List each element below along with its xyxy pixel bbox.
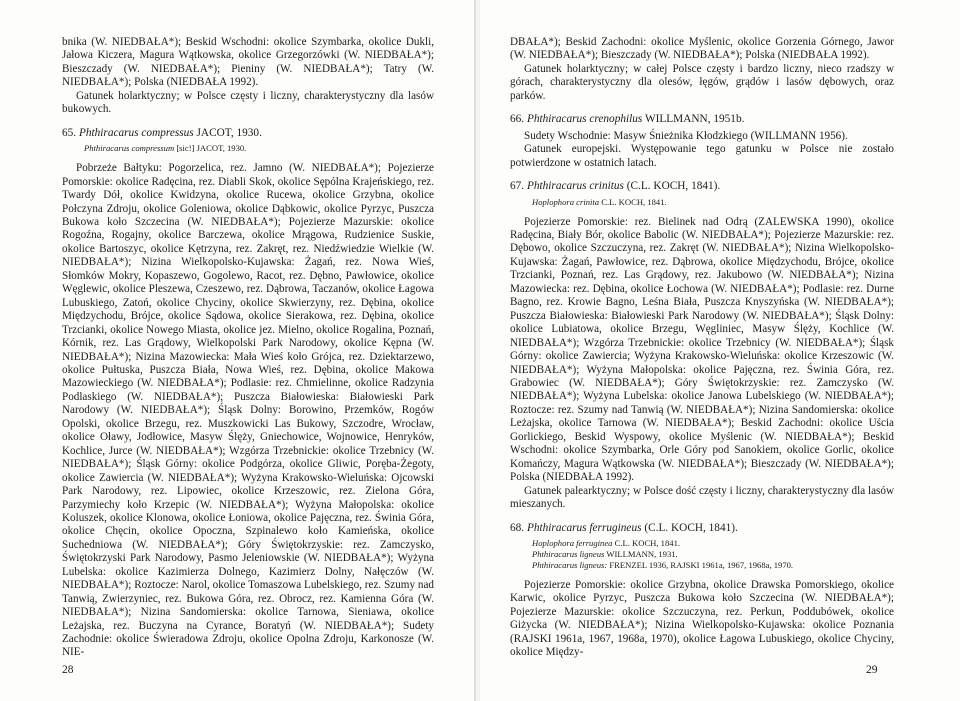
- species-heading-66: [510, 113, 894, 126]
- species-author: JACOT, 1930.: [196, 126, 262, 139]
- species-heading-67: [510, 180, 894, 193]
- paragraph: bnika (W. NIEDBAŁA*); Beskid Wschodni: okolice Szymbarka, okolice Dukli, Jałowa Kiczera, Magura Wątkowska, okolice Grzegorzówki (W. NIEDBAŁA*); Bieszczady (W. NIEDBAŁA*); Pieniny (W. NIEDBAŁA*); Tatry (W. NIEDBAŁA*); Polska (NIEDBAŁA 1992).: [62, 36, 434, 89]
- species-number: 67.: [510, 180, 525, 193]
- paragraph: Gatunek europejski. Występowanie tego gatunku w Polsce nie zostało potwierdzone w ostatnich latach.: [510, 143, 894, 169]
- species-author: (C.L. KOCH, 1841).: [644, 521, 738, 534]
- paragraph: Gatunek holarktyczny; w całej Polsce częsty i bardzo liczny, nieco rzadszy w górach, charakterystyczny dla olesów, łęgów, grądów i lasów dębowych, oraz parków.: [510, 62, 894, 102]
- species-name: Phthiracarus crinitus: [526, 180, 624, 193]
- synonym-name: Hoplophora crinita: [532, 196, 600, 207]
- synonym-line: [62, 143, 434, 154]
- distribution-paragraph: Pojezierze Pomorskie: rez. Bielinek nad Odrą (ZALEWSKA 1990), okolice Radęcina, Biały Bór, okolice Babolic (W. NIEDBAŁA*); Pojezierze Mazurskie: rez. Dębowo, okolice Szczuczyna, rez. Zakręt (W. NIEDBAŁA*); Nizina Wielkopolsko-Kujawska: Żagań, Pawłowice, rez. Dąbrowa, okolice Międzychodu, Brójce, okolice Trzcianki, Poznań, rez. Las Grądowy, rez. Jakubowo (W. NIEDBAŁA*); Nizina Mazowiecka: rez. Dębina, okolice Łochowa (W. NIEDBAŁA*); Podlasie: rez. Durne Bagno, rez. Krowie Bagno, Leśna Biała, Puszcza Knyszyńska (W. NIEDBAŁA*); Puszcza Białowieska: Białowieski Park Narodowy (W. NIEDBAŁA*); Śląsk Dolny: okolice Lubiatowa, okolice Brzegu, Węgliniec, Masyw Ślęży, Kochlice (W. NIEDBAŁA*); Wzgórza Trzebnickie: okolice Trzebnicy (W. NIEDBAŁA*); Śląsk Górny: okolice Zawiercia; Wyżyna Krakowsko-Wieluńska: okolice Krzeszowic (W. NIEDBAŁA*); Wyżyna Małopolska: okolice Pajęczna, rez. Świnia Góra, rez. Grabowiec (W. NIEDBAŁA*); Góry Świętokrzyskie: rez. Zamczysko (W. NIEDBAŁA*); Wyżyna Lubelska: okolice Janowa Lubelskiego (W. NIEDBAŁA*); Roztocze: rez. Szumy nad Tanwią (W. NIEDBAŁA*); Nizina Sandomierska: okolice Leżajska, okolice Tarnowa (W. NIEDBAŁA*); Beskid Zachodni: okolice Uścia Gorlickiego, Beskid Wyspowy, okolice Myślenic (W. NIEDBAŁA*); Beskid Wschodni: okolice Szymbarka, Orle Góry pod Sanokiem, okolice Gorlic, okolice Komańczy, Magura Wątkowska (W. NIEDBAŁA*); Bieszczady (W. NIEDBAŁA*); Polska (NIEDBAŁA 1992).: [510, 215, 894, 484]
- paragraph: Gatunek holarktyczny; w Polsce częsty i liczny, charakterystyczny dla lasów bukowych.: [62, 89, 434, 116]
- species-number: 66.: [510, 113, 525, 126]
- synonym-line: [532, 549, 894, 560]
- left-page: [0, 0, 476, 701]
- distribution-paragraph: Pojezierze Pomorskie: okolice Grzybna, okolice Drawska Pomorskiego, okolice Karwic, okolice Pyrzyc, Puszcza Bukowa koło Szczecina (W. NIEDBAŁA*); Pojezierze Mazurskie: okolice Szczuczyna, rez. Perkun, Poddubówek, okolice Giżycka (W. NIEDBAŁA*); Nizina Wielkopolsko-Kujawska: okolice Poznania (RAJSKI 1961a, 1967, 1968a, 1970), okolice Łagowa Lubuskiego, okolice Chyciny, okolice Między-: [510, 578, 894, 659]
- species-author: (C.L. KOCH, 1841).: [626, 180, 721, 193]
- species-name: Phthiracarus ferrugineus: [526, 521, 642, 534]
- synonym-author: C.L. KOCH, 1841.: [614, 537, 681, 548]
- species-number: 65.: [62, 126, 77, 139]
- species-author: WILLMANN, 1951b.: [644, 113, 745, 126]
- paragraph: DBAŁA*); Beskid Zachodni: okolice Myślenic, okolice Gorzenia Górnego, Jawor (W. NIEDBAŁA*); Bieszczady (W. NIEDBAŁA*); Polska (NIEDBAŁA 1992).: [510, 36, 894, 62]
- page-number: 28: [62, 664, 74, 676]
- species-name: Phthiracarus crenophilus: [526, 113, 643, 126]
- synonym-author: WILLMANN, 1931.: [606, 548, 678, 559]
- species-name: Phthiracarus compressus: [78, 126, 194, 139]
- distribution-paragraph: Pobrzeże Bałtyku: Pogorzelica, rez. Jamno (W. NIEDBAŁA*); Pojezierze Pomorskie: okolice Radęcina, rez. Diabli Skok, okolice Sępólna Krajeńskiego, rez. Twardy Dół, okolice Kwidzyna, okolice Rucewa, okolice Grzybna, okolice Połczyna Zdroju, okolice Goleniowa, okolice Dąbkowic, okolice Pyrzyc, Puszcza Bukowa koło Szczecina (W. NIEDBAŁA*); Pojezierze Mazurskie: okolice Rogoźna, Rogajny, okolice Barczewa, okolice Mrągowa, Rudzienice Suskie, okolice Bartoszyc, okolice Kętrzyna, rez. Zakręt, rez. Niedźwiedzie Wielkie (W. NIEDBAŁA*); Nizina Wielkopolsko-Kujawska: Żagań, rez. Nowa Wieś, Słomków Mokry, Kopaszewo, Gogolewo, Racot, rez. Dębno, Pawłowice, okolice Węglewic, okolice Pleszewa, Czeszewo, rez. Dąbrowa, Taczanów, okolice Łagowa Lubuskiego, Zatoń, okolice Chyciny, okolice Skwierzyny, rez. Dębina, okolice Międzychodu, Brójce, okolice Sądowa, okolice Sierakowa, rez. Dębina, okolice Trzcianki, okolice Nowego Miasta, okolice jez. Mielno, okolice Rogalina, Poznań, Kórnik, rez. Las Grądowy, Wielkopolski Park Narodowy, okolice Kępna (W. NIEDBAŁA*); Nizina Mazowiecka: Mała Wieś koło Grójca, rez. Dziektarzewo, okolice Pułtuska, Puszcza Biała, Nowa Wieś, rez. Dębina, okolice Makowa Mazowieckiego (W. NIEDBAŁA*); Podlasie: rez. Chmielinne, okolice Radzynia Podlaskiego (W. NIEDBAŁA*); Puszcza Białowieska: Białowieski Park Narodowy (W. NIEDBAŁA*); Śląsk Dolny: Borowino, Przemków, Rogów Opolski, okolice Brzegu, rez. Muszkowicki Las Bukowy, Szczodre, Wrocław, okolice Oławy, Jodłowice, Masyw Ślęży, Gniechowice, Wojnowice, Henryków, Kochlice, Jurce (W. NIEDBAŁA*); Wzgórza Trzebnickie: okolice Trzebnicy (W. NIEDBAŁA*); Śląsk Górny: okolice Podgórza, okolice Gliwic, Poręba-Żegoty, okolice Zawiercia (W. NIEDBAŁA*); Wyżyna Krakowsko-Wieluńska: Ojcowski Park Narodowy, rez. Lipowiec, okolice Krzeszowic, rez. Zielona Góra, Parzymiechy koło Krzepic (W. NIEDBAŁA*); Wyżyna Małopolska: okolice Koluszek, okolice Klonowa, okolice Łoniowa, okolice Pajęczna, rez. Świnia Góra, okolice Chęcin, okolice Opoczna, Szpinalewo koło Kamieńska, okolice Suchedniowa (W. NIEDBAŁA*); Góry Świętokrzyskie: rez. Zamczysko, Świętokrzyski Park Narodowy, Pasmo Jeleniowskie (W. NIEDBAŁA*); Wyżyna Lubelska: okolice Kazimierza Dolnego, Kazimierz Dolny, Nałęczów (W. NIEDBAŁA*); Roztocze: Narol, okolice Tomaszowa Lubelskiego, rez. Szumy nad Tanwią, Zwierzyniec, rez. Bukowa Góra, rez. Obrocz, rez. Kamienna Góra (W. NIEDBAŁA*); Nizina Sandomierska: okolice Tarnowa, Sieniawa, okolice Leżajska, rez. Buczyna na Cyrance, Boratyń (W. NIEDBAŁA*); Sudety Zachodnie: okolice Świeradowa Zdroju, okolice Opolna Zdroju, Karkonosze (W. NIE-: [62, 162, 434, 659]
- species-heading-65: [62, 127, 434, 140]
- synonym-line: [532, 538, 894, 549]
- left-text-column: [62, 36, 434, 660]
- synonym-name: Phthiracarus compressum: [84, 143, 175, 154]
- right-text-column: [510, 36, 894, 660]
- synonym-name: Phthiracarus ligneus: [532, 548, 605, 559]
- right-page: [480, 0, 960, 701]
- synonym-name: Hoplophora ferruginea: [532, 537, 613, 548]
- page-number: 29: [866, 664, 878, 676]
- synonym-name: Phthiracarus ligneus:: [532, 559, 608, 570]
- paragraph: Gatunek palearktyczny; w Polsce dość częsty i liczny, charakterystyczny dla lasów mieszanych.: [510, 484, 894, 511]
- synonym-line: [510, 197, 894, 208]
- synonym-author: C.L. KOCH, 1841.: [601, 196, 667, 207]
- species-heading-68: [510, 522, 894, 535]
- synonym-line: [532, 560, 894, 571]
- paragraph: Sudety Wschodnie: Masyw Śnieżnika Kłodzkiego (WILLMANN 1956).: [524, 129, 848, 142]
- species-number: 68.: [510, 521, 525, 534]
- synonym-author: [sic!] JACOT, 1930.: [176, 143, 247, 154]
- synonym-author: FRENZEL 1936, RAJSKI 1961a, 1967, 1968a, 1970.: [609, 559, 794, 570]
- synonym-block: [510, 538, 894, 571]
